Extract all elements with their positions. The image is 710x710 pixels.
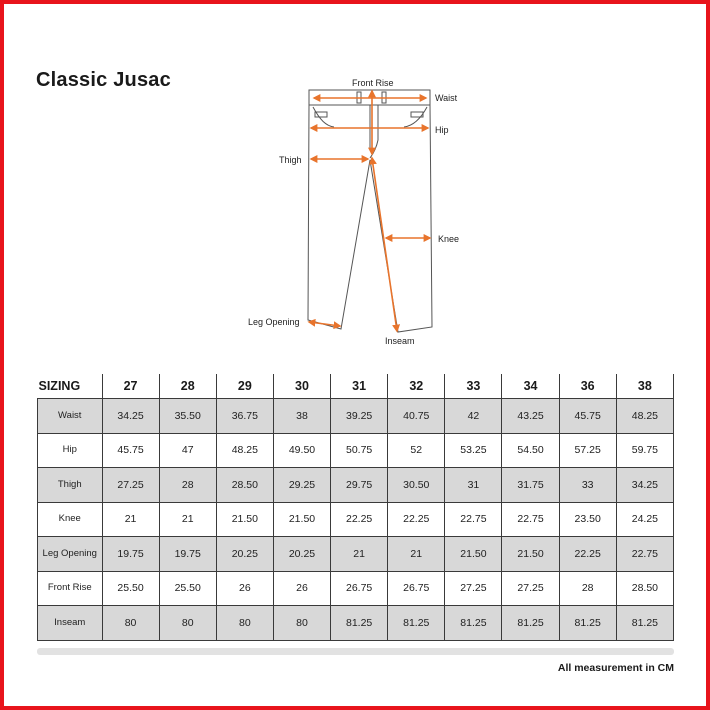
table-cell: 21 [102, 502, 159, 537]
table-cell: 21.50 [216, 502, 273, 537]
table-cell: 40.75 [388, 399, 445, 434]
table-cell: 81.25 [445, 606, 502, 641]
table-cell: 27.25 [502, 571, 559, 606]
table-cell: 26.75 [388, 571, 445, 606]
table-cell: 38 [273, 399, 330, 434]
table-cell: 20.25 [273, 537, 330, 572]
table-cell: 45.75 [559, 399, 616, 434]
table-cell: 20.25 [216, 537, 273, 572]
table-row-leg-opening [38, 537, 674, 572]
row-label: Front Rise [38, 571, 103, 606]
table-cell: 31.75 [502, 468, 559, 503]
table-cell: 81.25 [616, 606, 673, 641]
table-cell: 81.25 [559, 606, 616, 641]
size-col-header: 34 [502, 374, 559, 399]
front-rise-label: Front Rise [352, 78, 394, 88]
table-cell: 81.25 [331, 606, 388, 641]
table-cell: 42 [445, 399, 502, 434]
table-row-inseam [38, 606, 674, 641]
table-cell: 80 [159, 606, 216, 641]
table-row-front-rise [38, 571, 674, 606]
table-cell: 39.25 [331, 399, 388, 434]
size-col-header: 33 [445, 374, 502, 399]
waist-label: Waist [435, 93, 458, 103]
table-cell: 33 [559, 468, 616, 503]
table-cell: 52 [388, 433, 445, 468]
table-cell: 25.50 [159, 571, 216, 606]
table-cell: 47 [159, 433, 216, 468]
leg-opening-arrow [309, 322, 340, 326]
pants-outline [308, 90, 432, 332]
table-cell: 57.25 [559, 433, 616, 468]
table-cell: 28 [559, 571, 616, 606]
table-cell: 53.25 [445, 433, 502, 468]
table-cell: 54.50 [502, 433, 559, 468]
table-cell: 21 [388, 537, 445, 572]
table-cell: 22.25 [559, 537, 616, 572]
table-cell: 36.75 [216, 399, 273, 434]
table-cell: 81.25 [388, 606, 445, 641]
table-cell: 21.50 [273, 502, 330, 537]
size-col-header: 29 [216, 374, 273, 399]
table-cell: 48.25 [216, 433, 273, 468]
table-cell: 19.75 [159, 537, 216, 572]
table-cell: 80 [102, 606, 159, 641]
table-cell: 21 [331, 537, 388, 572]
table-cell: 31 [445, 468, 502, 503]
table-cell: 19.75 [102, 537, 159, 572]
table-cell: 81.25 [502, 606, 559, 641]
table-cell: 28.50 [216, 468, 273, 503]
inseam-label: Inseam [385, 336, 415, 346]
table-cell: 50.75 [331, 433, 388, 468]
horizontal-scrollbar[interactable] [37, 648, 674, 655]
table-row-waist [38, 399, 674, 434]
table-cell: 22.75 [502, 502, 559, 537]
table-cell: 26 [216, 571, 273, 606]
row-label: Inseam [38, 606, 103, 641]
table-cell: 49.50 [273, 433, 330, 468]
table-cell: 45.75 [102, 433, 159, 468]
size-col-header: 30 [273, 374, 330, 399]
table-cell: 25.50 [102, 571, 159, 606]
table-cell: 28.50 [616, 571, 673, 606]
size-col-header: 36 [559, 374, 616, 399]
table-cell: 22.75 [445, 502, 502, 537]
table-cell: 80 [216, 606, 273, 641]
table-cell: 59.75 [616, 433, 673, 468]
sizing-header: SIZING [38, 374, 103, 399]
table-cell: 22.75 [616, 537, 673, 572]
table-cell: 26.75 [331, 571, 388, 606]
table-cell: 27.25 [445, 571, 502, 606]
size-col-header: 27 [102, 374, 159, 399]
table-row-hip [38, 433, 674, 468]
table-cell: 26 [273, 571, 330, 606]
table-cell: 24.25 [616, 502, 673, 537]
size-header-row [38, 374, 674, 399]
product-title: Classic Jusac [36, 69, 171, 91]
table-cell: 27.25 [102, 468, 159, 503]
hip-label: Hip [435, 125, 449, 135]
thigh-label: Thigh [279, 155, 302, 165]
table-cell: 21 [159, 502, 216, 537]
size-col-header: 31 [331, 374, 388, 399]
table-cell: 29.25 [273, 468, 330, 503]
table-cell: 22.25 [388, 502, 445, 537]
row-label: Leg Opening [38, 537, 103, 572]
measurement-unit-note: All measurement in CM [557, 662, 674, 674]
row-label: Thigh [38, 468, 103, 503]
table-row-thigh [38, 468, 674, 503]
table-cell: 28 [159, 468, 216, 503]
table-cell: 29.75 [331, 468, 388, 503]
table-cell: 80 [273, 606, 330, 641]
table-cell: 34.25 [102, 399, 159, 434]
row-label: Knee [38, 502, 103, 537]
size-col-header: 38 [616, 374, 673, 399]
knee-label: Knee [438, 234, 460, 244]
inseam-arrow [372, 158, 397, 331]
table-cell: 34.25 [616, 468, 673, 503]
size-col-header: 28 [159, 374, 216, 399]
table-cell: 43.25 [502, 399, 559, 434]
table-cell: 23.50 [559, 502, 616, 537]
row-label: Waist [38, 399, 103, 434]
table-cell: 21.50 [502, 537, 559, 572]
size-chart-table [37, 374, 674, 641]
table-cell: 48.25 [616, 399, 673, 434]
table-cell: 30.50 [388, 468, 445, 503]
leg-opening-label: Leg Opening [248, 317, 300, 327]
table-cell: 21.50 [445, 537, 502, 572]
row-label: Hip [38, 433, 103, 468]
table-cell: 35.50 [159, 399, 216, 434]
table-row-knee [38, 502, 674, 537]
size-col-header: 32 [388, 374, 445, 399]
table-cell: 22.25 [331, 502, 388, 537]
